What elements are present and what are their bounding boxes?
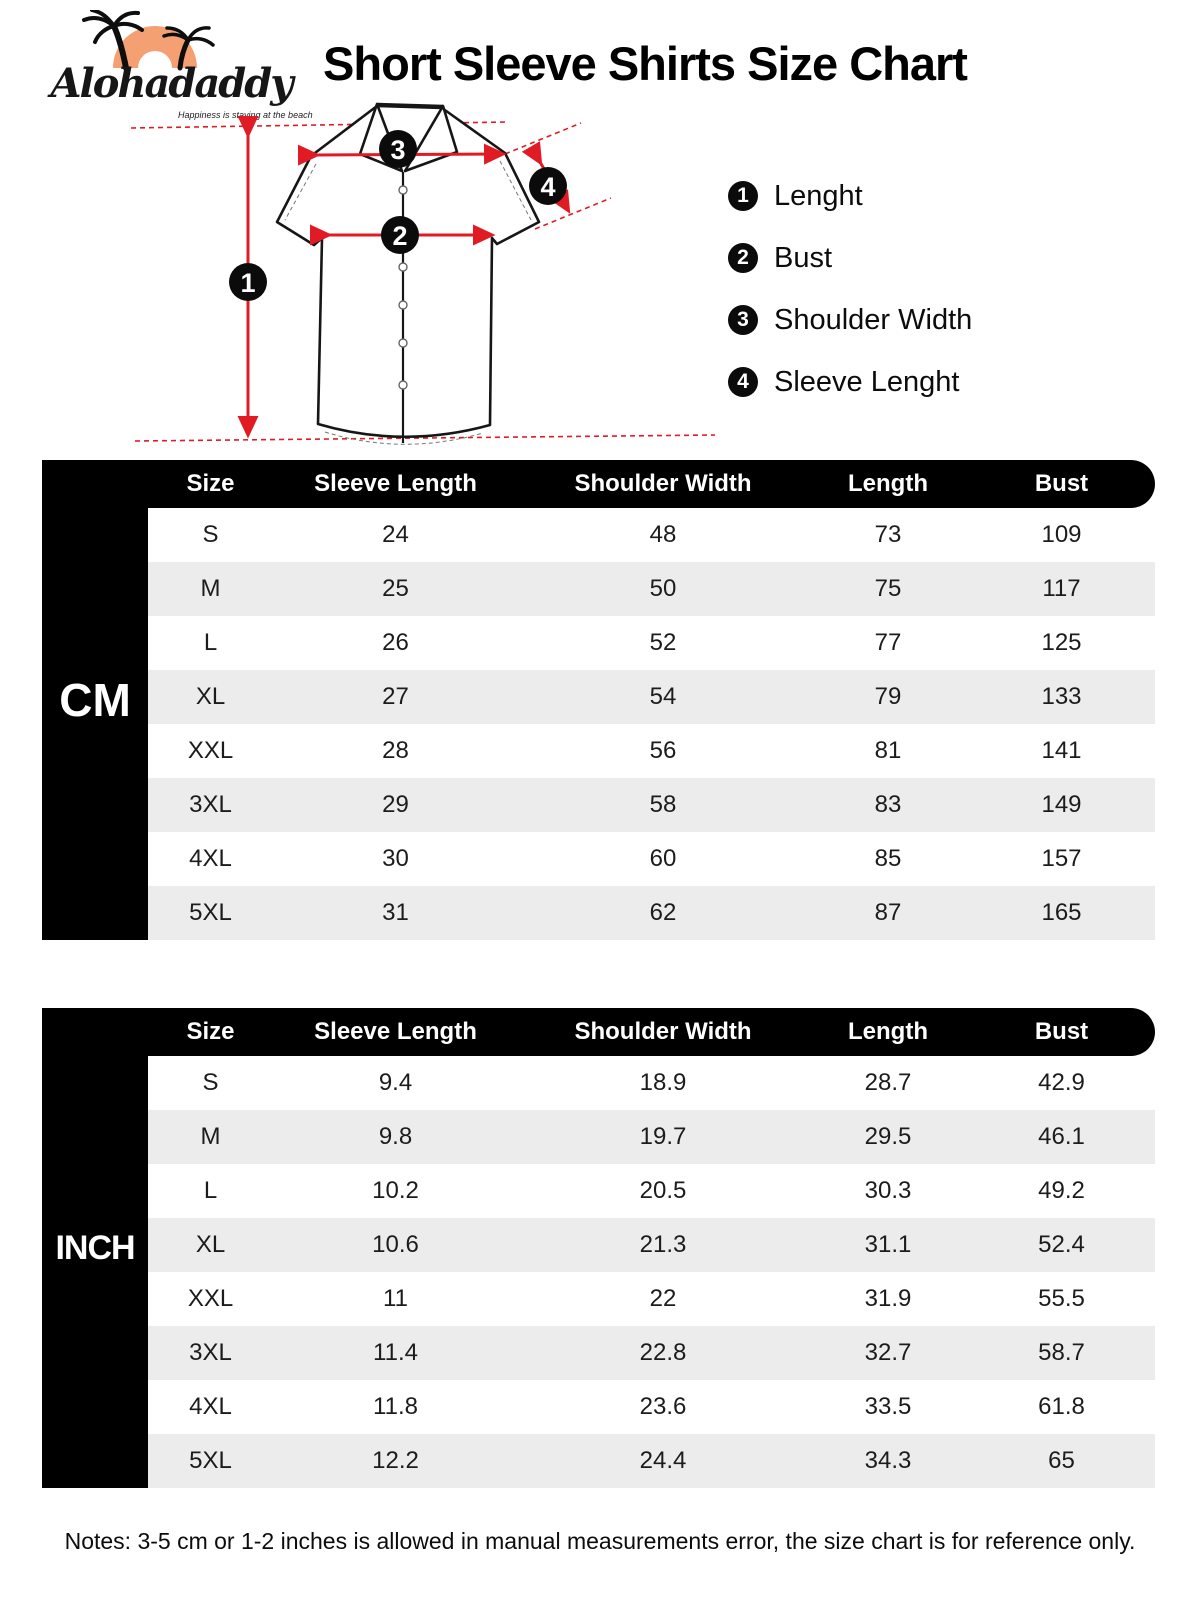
value-cell: 54 <box>649 683 677 710</box>
value-cell: 10.6 <box>372 1231 419 1258</box>
measurement-legend <box>728 180 972 428</box>
value-cell: 20.5 <box>639 1177 687 1204</box>
value-cell: 27 <box>382 683 409 710</box>
size-cell: XXL <box>187 737 234 764</box>
column-header: Size <box>186 1018 235 1045</box>
value-cell: 141 <box>1041 737 1082 764</box>
value-cell: 85 <box>874 845 902 872</box>
table-row <box>42 670 1155 724</box>
value-cell: 21.3 <box>639 1231 687 1258</box>
value-cell: 34.3 <box>864 1447 912 1474</box>
size-cell: XL <box>195 1231 226 1258</box>
size-cell: S <box>202 1069 219 1096</box>
value-cell: 31.9 <box>864 1285 912 1312</box>
size-cell: M <box>200 1123 221 1150</box>
size-cell: 4XL <box>189 1393 232 1420</box>
table-row <box>42 1326 1155 1380</box>
size-cell: XL <box>195 683 226 710</box>
table-body <box>42 508 1155 940</box>
value-cell: 11.8 <box>373 1393 418 1420</box>
value-cell: 9.4 <box>378 1069 413 1096</box>
brand-name: Alohadaddy <box>50 60 292 107</box>
value-cell: 73 <box>874 521 902 548</box>
shirt-measurement-diagram <box>115 92 735 457</box>
value-cell: 19.7 <box>639 1123 687 1150</box>
size-cell: 3XL <box>189 791 232 818</box>
value-cell: 22.8 <box>639 1339 687 1366</box>
value-cell: 87 <box>874 899 902 926</box>
size-cell: XXL <box>187 1285 234 1312</box>
value-cell: 31.1 <box>864 1231 912 1258</box>
value-cell: 29.5 <box>864 1123 912 1150</box>
legend-number-badge: 1 <box>728 181 758 211</box>
value-cell: 11 <box>383 1285 408 1312</box>
value-cell: 157 <box>1041 845 1082 872</box>
column-header: Shoulder Width <box>574 1018 752 1045</box>
value-cell: 81 <box>874 737 902 764</box>
legend-number-badge: 4 <box>728 367 758 397</box>
value-cell: 109 <box>1041 521 1082 548</box>
guide-line-sleeve-top <box>505 123 581 154</box>
value-cell: 52 <box>649 629 677 656</box>
value-cell: 65 <box>1048 1447 1075 1474</box>
marker-1 <box>229 263 267 301</box>
value-cell: 26 <box>382 629 409 656</box>
size-cell: 3XL <box>189 1339 232 1366</box>
legend-label: Sleeve Lenght <box>774 365 960 398</box>
value-cell: 133 <box>1041 683 1082 710</box>
value-cell: 50 <box>649 575 677 602</box>
table-header-row <box>42 1008 1155 1056</box>
value-cell: 60 <box>649 845 677 872</box>
value-cell: 61.8 <box>1038 1393 1085 1420</box>
table-row <box>42 1380 1155 1434</box>
value-cell: 30.3 <box>864 1177 912 1204</box>
size-table-cm <box>42 460 1155 940</box>
value-cell: 11.4 <box>373 1339 418 1366</box>
svg-text:3: 3 <box>390 135 406 165</box>
legend-label: Shoulder Width <box>774 303 973 336</box>
value-cell: 28 <box>382 737 409 764</box>
unit-label: CM <box>59 674 131 726</box>
legend-item-sleeve-length <box>728 366 972 398</box>
brand-tagline: Happiness is staying at the beach <box>178 110 313 120</box>
value-cell: 165 <box>1041 899 1082 926</box>
value-cell: 12.2 <box>372 1447 419 1474</box>
size-cell: 5XL <box>189 1447 232 1474</box>
size-cell: S <box>202 521 219 548</box>
unit-column <box>42 460 148 940</box>
value-cell: 117 <box>1042 575 1081 602</box>
size-cell: L <box>203 629 218 656</box>
value-cell: 30 <box>382 845 409 872</box>
value-cell: 149 <box>1041 791 1082 818</box>
column-header: Sleeve Length <box>314 470 477 497</box>
column-header: Length <box>848 470 928 497</box>
page-title: Short Sleeve Shirts Size Chart <box>323 37 967 90</box>
legend-label: Lenght <box>774 179 863 212</box>
table-body <box>42 1056 1155 1488</box>
svg-text:1: 1 <box>240 268 256 298</box>
value-cell: 83 <box>874 791 902 818</box>
table-row <box>42 778 1155 832</box>
table-row <box>42 1218 1155 1272</box>
size-cell: 5XL <box>189 899 232 926</box>
notes-text: Notes: 3-5 cm or 1-2 inches is allowed in manual measurements error, the size chart is for reference only. <box>64 1528 1136 1554</box>
table-row <box>42 1164 1155 1218</box>
size-table-inch <box>42 1008 1155 1488</box>
legend-number-badge: 2 <box>728 243 758 273</box>
value-cell: 56 <box>649 737 677 764</box>
value-cell: 125 <box>1041 629 1082 656</box>
table-row <box>42 1272 1155 1326</box>
marker-3 <box>379 130 417 168</box>
value-cell: 48 <box>649 521 677 548</box>
table-row <box>42 562 1155 616</box>
value-cell: 18.9 <box>639 1069 687 1096</box>
value-cell: 58.7 <box>1038 1339 1085 1366</box>
value-cell: 28.7 <box>864 1069 912 1096</box>
value-cell: 24 <box>382 521 409 548</box>
value-cell: 33.5 <box>864 1393 912 1420</box>
value-cell: 79 <box>874 683 902 710</box>
table-row <box>42 1056 1155 1110</box>
legend-item-length <box>728 180 972 212</box>
legend-number-badge: 3 <box>728 305 758 335</box>
column-header: Length <box>848 1018 928 1045</box>
unit-column <box>42 1008 148 1488</box>
column-header: Bust <box>1034 470 1089 497</box>
size-cell: 4XL <box>189 845 232 872</box>
value-cell: 52.4 <box>1038 1231 1085 1258</box>
value-cell: 22 <box>649 1285 677 1312</box>
column-header: Shoulder Width <box>574 470 752 497</box>
table-row <box>42 1434 1155 1488</box>
svg-text:4: 4 <box>540 172 556 202</box>
size-cell: L <box>203 1177 218 1204</box>
value-cell: 75 <box>874 575 902 602</box>
table-row <box>42 508 1155 562</box>
value-cell: 31 <box>382 899 409 926</box>
value-cell: 29 <box>382 791 409 818</box>
unit-label: INCH <box>55 1228 135 1267</box>
value-cell: 55.5 <box>1038 1285 1085 1312</box>
value-cell: 25 <box>382 575 409 602</box>
value-cell: 42.9 <box>1038 1069 1085 1096</box>
legend-label: Bust <box>774 241 833 274</box>
column-header: Size <box>186 470 235 497</box>
table-row <box>42 616 1155 670</box>
value-cell: 9.8 <box>378 1123 413 1150</box>
table-row <box>42 832 1155 886</box>
column-header: Bust <box>1034 1018 1089 1045</box>
value-cell: 23.6 <box>639 1393 687 1420</box>
marker-4 <box>529 167 567 205</box>
value-cell: 32.7 <box>864 1339 912 1366</box>
table-row <box>42 724 1155 778</box>
value-cell: 49.2 <box>1038 1177 1085 1204</box>
svg-text:2: 2 <box>392 221 408 251</box>
table-row <box>42 1110 1155 1164</box>
value-cell: 24.4 <box>639 1447 687 1474</box>
value-cell: 77 <box>874 629 902 656</box>
legend-item-bust <box>728 242 972 274</box>
value-cell: 62 <box>649 899 677 926</box>
value-cell: 46.1 <box>1038 1123 1085 1150</box>
column-header: Sleeve Length <box>314 1018 477 1045</box>
value-cell: 10.2 <box>372 1177 419 1204</box>
value-cell: 58 <box>649 791 677 818</box>
marker-2 <box>381 216 419 254</box>
table-row <box>42 886 1155 940</box>
size-cell: M <box>200 575 221 602</box>
legend-item-shoulder-width <box>728 304 972 336</box>
table-header-row <box>42 460 1155 508</box>
